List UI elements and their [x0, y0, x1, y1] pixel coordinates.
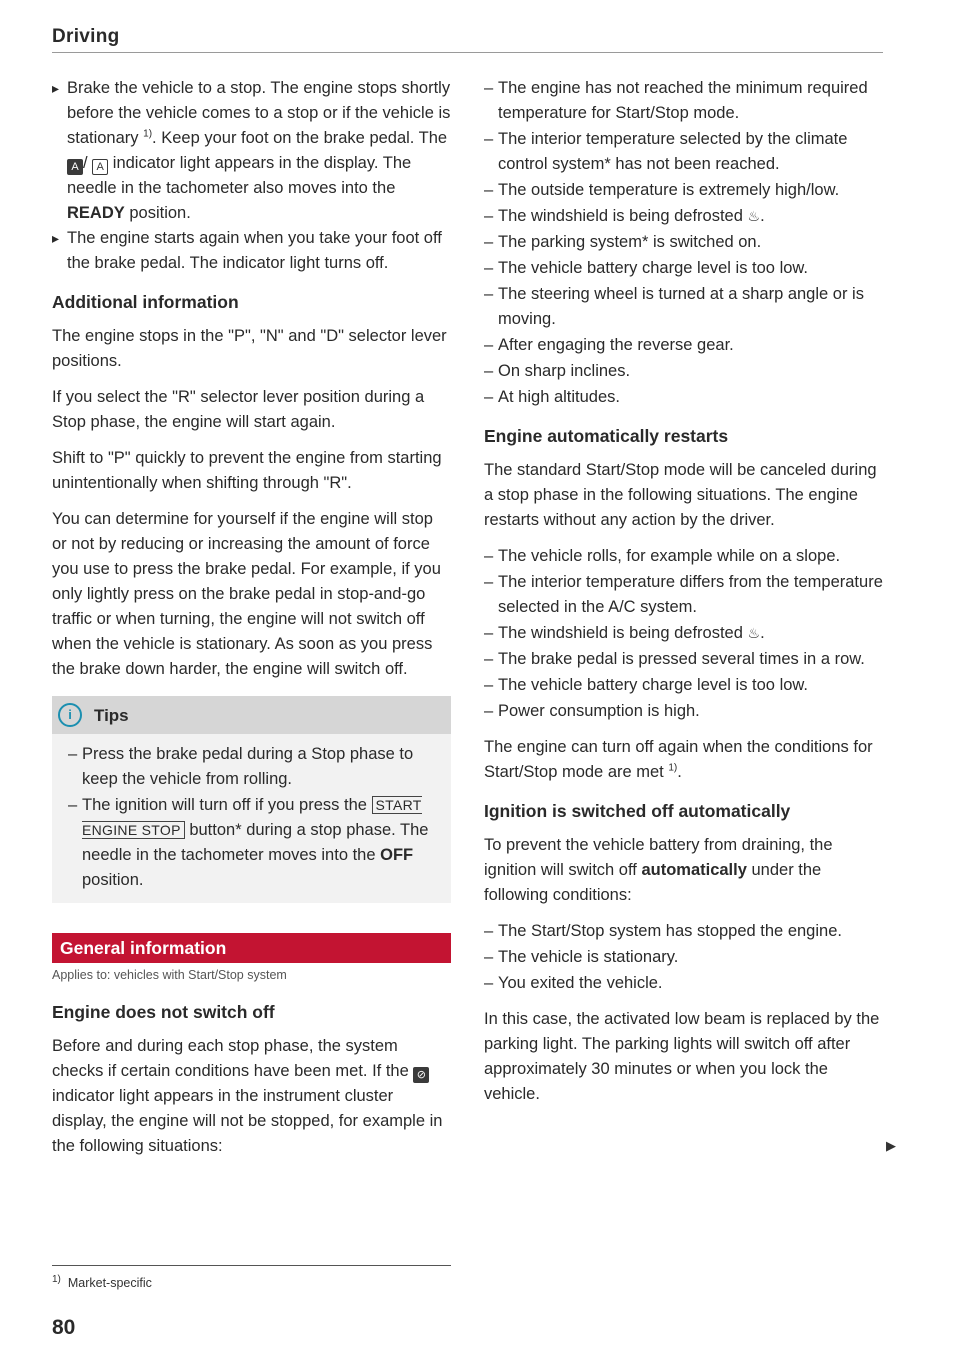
footnote-text: Market-specific [67, 1276, 152, 1290]
paragraph [484, 833, 884, 908]
tips-header [52, 696, 451, 734]
start-stop-unavailable-icon: ⊘ [413, 1067, 429, 1083]
list-item: – The windshield is being defrosted ♨. [484, 621, 884, 646]
list-item: – The brake pedal is pressed several times in a row. [484, 647, 884, 672]
additional-info-heading: Additional information [52, 292, 239, 312]
tip-text: position. [82, 871, 144, 889]
footnote-divider [52, 1265, 451, 1266]
conditions-list [484, 76, 884, 410]
windshield-defrost-icon: ♨ [747, 625, 761, 641]
list-item: – The Start/Stop system has stopped the engine. [484, 919, 884, 944]
applies-to-note: Applies to: vehicles with Start/Stop system [52, 968, 287, 982]
footnote-ref: 1) [143, 128, 153, 140]
footnote [52, 1273, 152, 1290]
header-divider [52, 52, 883, 53]
list-item: – The engine has not reached the minimum required temperature for Start/Stop mode. [484, 76, 884, 126]
start-stop-indicator-icon: A [67, 159, 83, 175]
footnote-mark: 1) [52, 1273, 61, 1285]
step-brake [52, 76, 452, 226]
list-item: – After engaging the reverse gear. [484, 333, 884, 358]
ignition-list [484, 919, 884, 996]
paragraph [52, 1034, 452, 1159]
list-item: – On sharp inclines. [484, 359, 884, 384]
list-item: – The vehicle battery charge level is too low. [484, 256, 884, 281]
tips-title: Tips [94, 705, 129, 725]
list-item: – The interior temperature differs from the temperature selected in the A/C system. [484, 570, 884, 620]
list-item: – The vehicle rolls, for example while on a slope. [484, 544, 884, 569]
step-text: position. [129, 204, 191, 222]
automatically-label: automatically [641, 861, 747, 879]
info-circle-icon: i [58, 703, 82, 727]
left-column [52, 76, 452, 1170]
tips-box [52, 696, 451, 903]
list-item-text: The windshield is being defrosted [498, 624, 743, 642]
tip-text: button* during a stop phase. The needle in the tachometer moves into the [82, 821, 429, 864]
list-item: – The vehicle battery charge level is too low. [484, 673, 884, 698]
general-info-banner: General information [52, 933, 451, 963]
tips-body [52, 734, 451, 903]
not-switch-off-heading: Engine does not switch off [52, 1002, 275, 1022]
list-item-text: The windshield is being defrosted [498, 207, 743, 225]
start-stop-indicator-icon: A [92, 159, 108, 175]
list-item: – You exited the vehicle. [484, 971, 884, 996]
paragraph-text: indicator light appears in the instrument cluster display, the engine will not be stopped, for example in the following situations: [52, 1087, 443, 1155]
tip-text: The ignition will turn off if you press the [82, 796, 367, 814]
list-item: – The vehicle is stationary. [484, 945, 884, 970]
list-item: – The interior temperature selected by the climate control system* has not been reached. [484, 127, 884, 177]
ignition-heading: Ignition is switched off automatically [484, 801, 791, 821]
paragraph-text: The engine can turn off again when the conditions for Start/Stop mode are met [484, 738, 873, 781]
paragraph: In this case, the activated low beam is replaced by the parking light. The parking lights will switch off after approximately 30 minutes or when you lock the vehicle. [484, 1010, 880, 1103]
list-item: – The windshield is being defrosted ♨. [484, 204, 884, 229]
paragraph: The engine can turn off again when the conditions for Start/Stop mode are met $^{1)}$. [484, 738, 873, 781]
paragraph: If you select the "R" selector lever position during a Stop phase, the engine will start again. [52, 388, 425, 431]
section-title: Driving [52, 26, 120, 47]
paragraph-text: under the following conditions: [484, 861, 822, 904]
restart-list [484, 544, 884, 724]
paragraph-text: Before and during each stop phase, the system checks if certain conditions have been met. If the [52, 1037, 409, 1080]
continue-arrow-icon: ▶ [886, 1138, 896, 1153]
right-column [484, 76, 884, 1118]
step-text: Brake the vehicle to a stop. The engine stops shortly before the vehicle comes to a stop or if the vehicle is stationary [67, 79, 451, 147]
page-number: 80 [52, 1316, 76, 1339]
footnote-ref: 1) [668, 762, 678, 774]
paragraph: Shift to "P" quickly to prevent the engine from starting unintentionally when shifting through "R". [52, 449, 442, 492]
step-text: . Keep your foot on the brake pedal. The [152, 129, 448, 147]
ready-label: READY [67, 204, 125, 222]
windshield-defrost-icon: ♨ [747, 208, 761, 224]
list-item: – Power consumption is high. [484, 699, 884, 724]
off-label: OFF [380, 846, 414, 864]
paragraph: The standard Start/Stop mode will be canceled during a stop phase in the following situations. The engine restarts without any action by the driver. [484, 461, 877, 529]
list-item: – The parking system* is switched on. [484, 230, 884, 255]
list-item: – At high altitudes. [484, 385, 884, 410]
icon-separator: / [83, 154, 88, 172]
step-text: indicator light appears in the display. The needle in the tachometer also moves into the [67, 154, 412, 197]
step-release: ▸ The engine starts again when you take your foot off the brake pedal. The indicator light turns off. [52, 226, 452, 276]
restart-heading: Engine automatically restarts [484, 426, 729, 446]
start-engine-stop-button-label: START ENGINE STOP [82, 797, 422, 838]
list-item: – The steering wheel is turned at a sharp angle or is moving. [484, 282, 884, 332]
paragraph: You can determine for yourself if the engine will stop or not by reducing or increasing the amount of force you use to press the brake pedal. For example, if you only lightly press on the brake pedal in stop-and-go traffic or when turning, the engine will not switch off when the vehicle is stationary. As soon as you press the brake down harder, the engine will switch off. [52, 510, 441, 678]
list-item: – The outside temperature is extremely high/low. [484, 178, 884, 203]
tip-item: – Press the brake pedal during a Stop phase to keep the vehicle from rolling. [68, 742, 439, 792]
tip-item [68, 793, 439, 893]
paragraph: The engine stops in the "P", "N" and "D" selector lever positions. [52, 327, 447, 370]
paragraph-text: To prevent the vehicle battery from draining, the ignition will switch off [484, 836, 833, 879]
